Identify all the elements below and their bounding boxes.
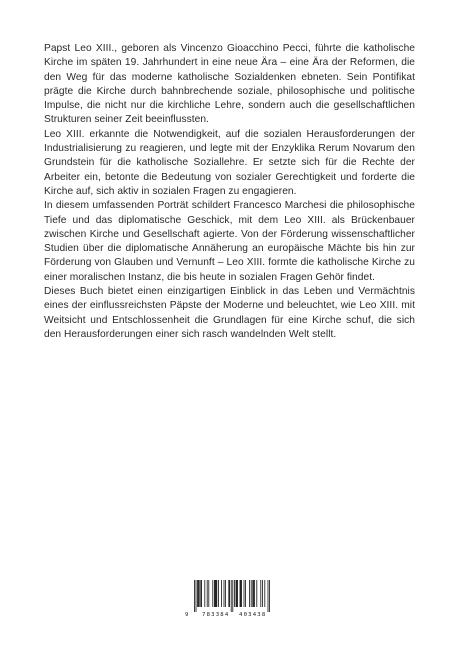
barcode-first-digit: 9 xyxy=(185,612,189,618)
barcode-bar xyxy=(200,580,201,607)
barcode-bar xyxy=(264,580,265,607)
barcode-bar xyxy=(198,580,199,607)
barcode-bar xyxy=(269,580,270,612)
barcode-bar xyxy=(216,580,217,607)
blurb-paragraph-3: In diesem umfassenden Porträt schildert Francesco Marchesi die philosophische Tiefe und das diplomatische Geschick, mit dem Leo XIII. als Brückenbauer zwischen Kirche und Gesellschaft agierte. Von der Förderung wissenschaftlicher Studien über die diplomatische Annäherung an europäische Mächte bis hin zur Förderung von Glauben und Vernunft – Leo XIII. formte die katholische Kirche zu einer moralischen Instanz, die bis heute in sozialen Fragen Gehör findet. xyxy=(44,200,415,283)
barcode-bar xyxy=(256,580,257,607)
barcode-bars xyxy=(194,580,270,612)
blurb-paragraph-2: Leo XIII. erkannte die Notwendigkeit, auf die sozialen Herausforderungen der Industrialisierung zu reagieren, und legte mit der Enzyklika Rerum Novarum den Grundstein für die katholische Soziallehre. Er setzte sich für die Rechte der Arbeiter ein, betonte die Bedeutung von sozialer Gerechtigkeit und forderte die Kirche auf, sich aktiv in sozialen Fragen zu engagieren. xyxy=(44,128,415,197)
barcode-bar xyxy=(240,580,241,607)
barcode-bar xyxy=(254,580,255,607)
barcode-left-digits: 783384 xyxy=(202,612,230,618)
barcode-bar xyxy=(236,580,237,607)
barcode-bar xyxy=(237,580,238,607)
barcode-bar xyxy=(197,580,198,607)
barcode-bar xyxy=(232,580,233,612)
barcode-bar xyxy=(214,580,215,607)
barcode-bar xyxy=(234,580,235,607)
barcode-bar xyxy=(228,580,229,607)
barcode-bar xyxy=(212,580,213,607)
barcode-right-digits: 403438 xyxy=(239,612,267,618)
barcode-bar xyxy=(194,580,195,612)
barcode-bar xyxy=(251,580,252,607)
barcode-bar xyxy=(268,580,269,612)
barcode-bar xyxy=(218,580,219,607)
barcode-bar xyxy=(241,580,242,607)
barcode-bar xyxy=(204,580,205,607)
barcode-bar xyxy=(231,580,232,612)
barcode-bar xyxy=(221,580,222,607)
barcode-bar xyxy=(207,580,208,607)
barcode-bar xyxy=(199,580,200,607)
barcode-bar xyxy=(245,580,246,607)
blurb-paragraph-1: Papst Leo XIII., geboren als Vincenzo Gioacchino Pecci, führte die katholische Kirche im späten 19. Jahrhundert in eine neue Ära – eine Ära der Reformen, die den Weg für das moderne katholische Sozialdenken ebneten. Sein Pontifikat prägte die Kirche durch bahnbrechende soziale, philosophische und politische Impulse, die nicht nur die kirchliche Lehre, sondern auch die gesellschaftlichen Strukturen seiner Zeit beeinflussten. xyxy=(44,43,415,126)
isbn-barcode xyxy=(185,580,273,620)
barcode-bar xyxy=(216,580,217,607)
barcode-bar xyxy=(236,580,237,607)
barcode-bar xyxy=(240,580,241,607)
barcode-bar xyxy=(208,580,209,607)
barcode-bar xyxy=(224,580,225,607)
back-cover-blurb xyxy=(44,42,415,342)
barcode-bar xyxy=(215,580,216,607)
barcode-bar xyxy=(260,580,261,607)
barcode-bar xyxy=(225,580,226,607)
barcode-bar xyxy=(252,580,253,607)
barcode-bar xyxy=(196,580,197,612)
blurb-paragraph-4: Dieses Buch bietet einen einzigartigen Einblick in das Leben und Vermächtnis eines der einflussreichsten Päpste der Moderne und beleuchtet, wie Leo XIII. mit Weitsicht und Entschlossenheit die Grundlagen für eine Kirche schuf, die sich den Herausforderungen einer sich rasch wandelnden Welt stellt. xyxy=(44,286,415,340)
barcode-bar xyxy=(229,580,230,607)
barcode-bar xyxy=(201,580,202,607)
barcode-bar xyxy=(253,580,254,607)
barcode-bar xyxy=(262,580,263,607)
barcode-bar xyxy=(244,580,245,607)
barcode-bar xyxy=(249,580,250,607)
